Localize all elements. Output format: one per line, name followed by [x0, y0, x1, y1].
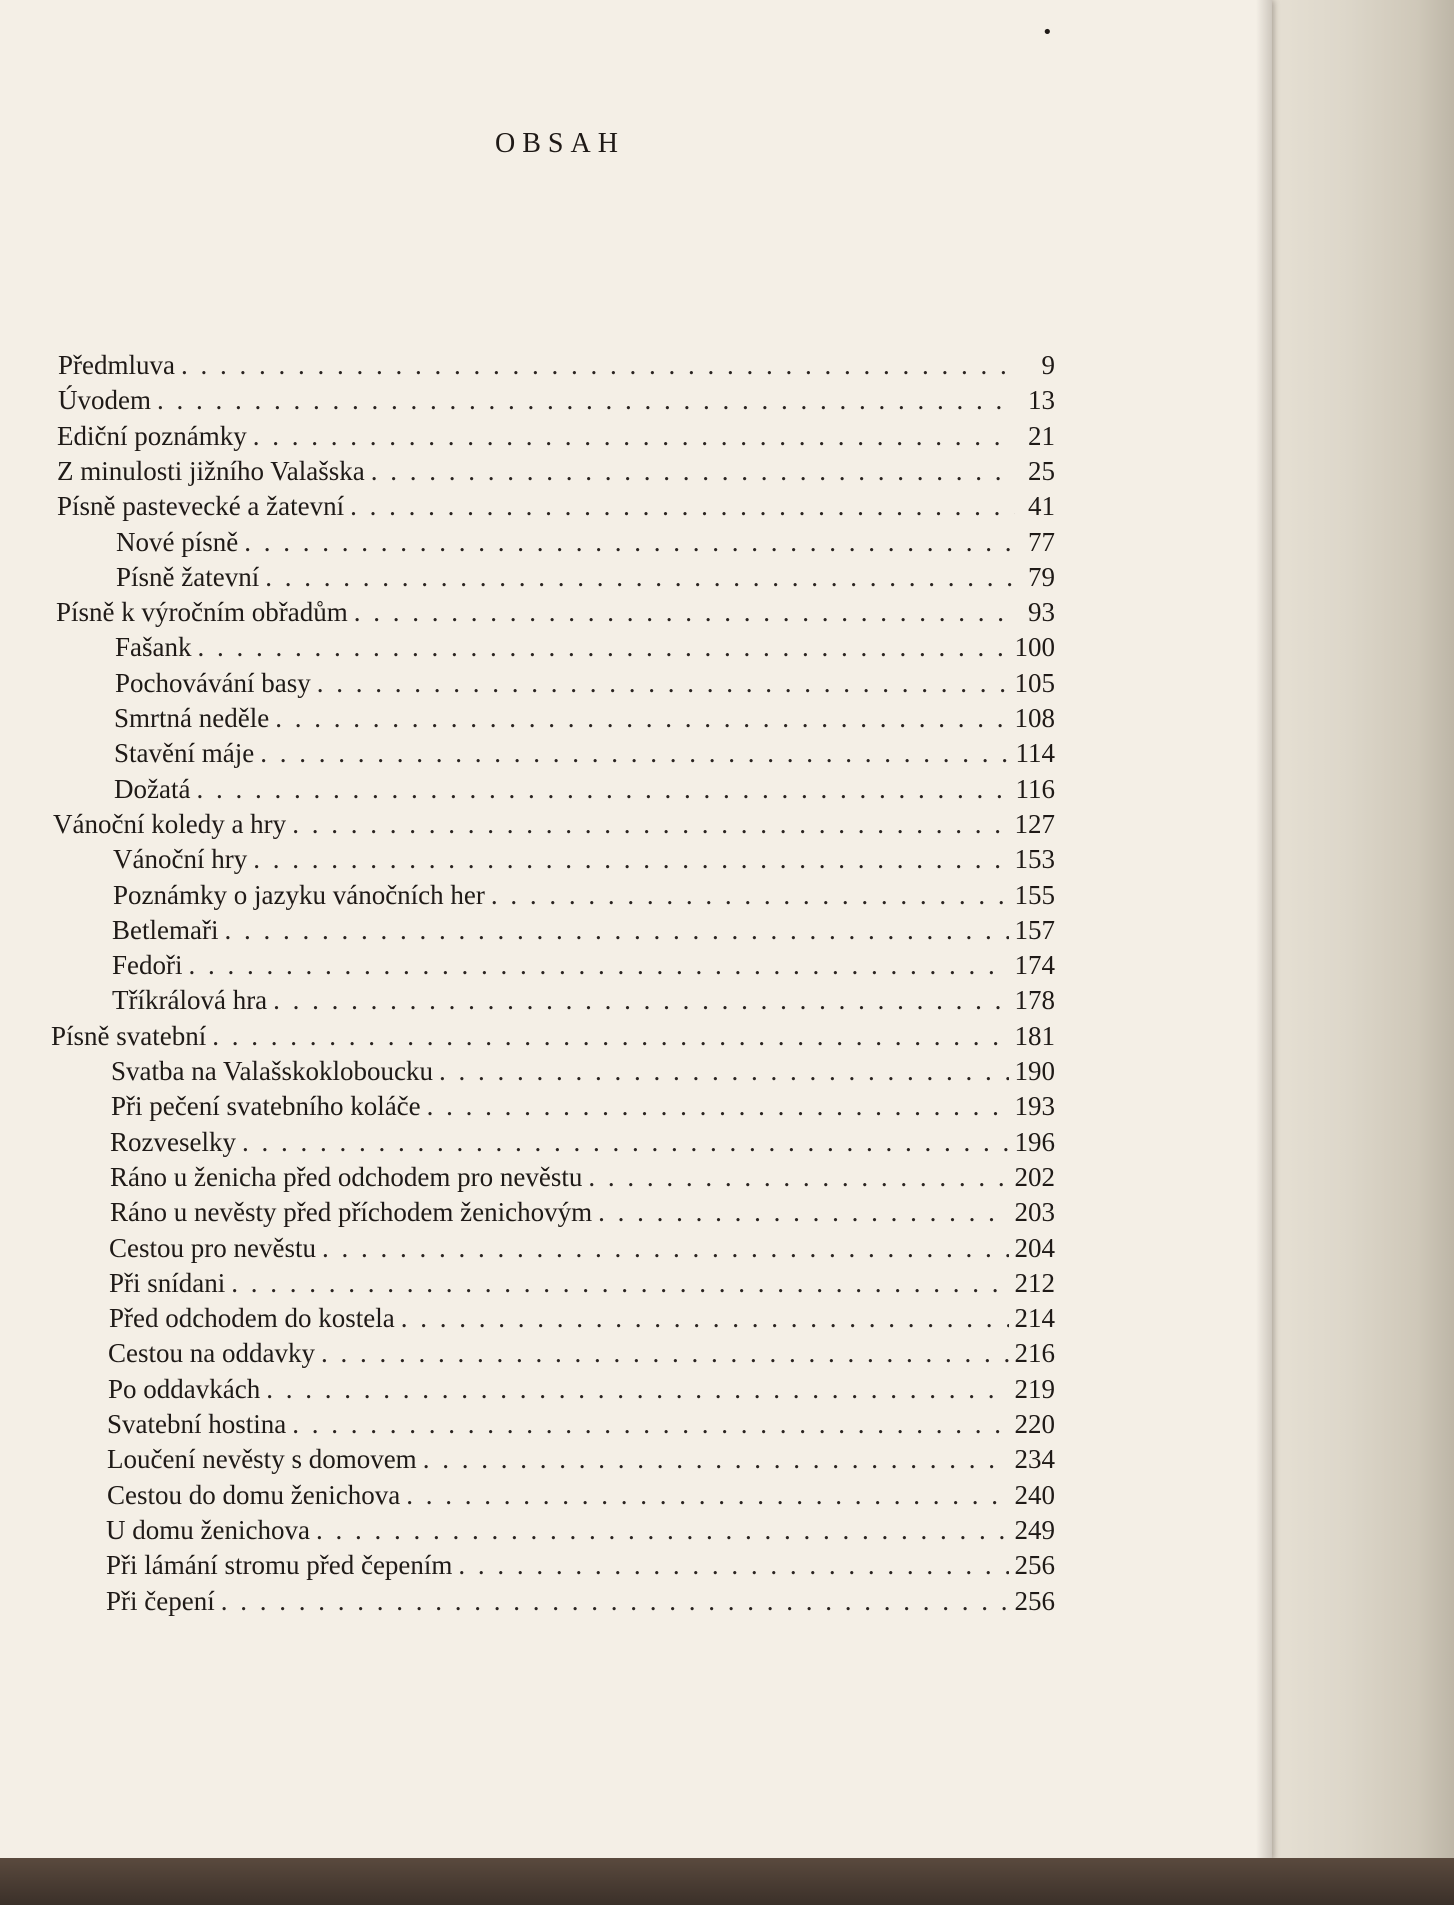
toc-entry-title: Vánoční koledy a hry — [53, 808, 287, 839]
toc-entry — [114, 738, 1055, 774]
toc-entry-title: Po oddavkách — [108, 1373, 261, 1404]
toc-entry-page-number: 249 — [1014, 1514, 1055, 1545]
toc-entry-page-number: 9 — [1041, 350, 1055, 380]
toc-leader-dots — [439, 1056, 1009, 1087]
toc-leader-dots — [588, 1162, 1008, 1193]
toc-entry-title: Při lámání stromu před čepením — [106, 1550, 453, 1581]
toc-entry-title: Z minulosti jižního Valašska — [57, 455, 365, 486]
toc-entry — [51, 1021, 1055, 1057]
toc-leader-dots — [354, 597, 1015, 628]
toc-entry-title: Smrtná neděle — [114, 703, 270, 733]
toc-leader-dots — [260, 738, 1009, 769]
toc-leader-dots — [266, 1374, 1008, 1405]
toc-leader-dots — [350, 491, 1015, 522]
toc-entry — [109, 1268, 1055, 1304]
toc-entry-title: Cestou na oddavky — [108, 1338, 315, 1369]
toc-entry — [107, 1480, 1055, 1516]
toc-leader-dots — [273, 985, 1008, 1016]
toc-entry-page-number: 219 — [1014, 1373, 1055, 1404]
toc-leader-dots — [212, 1021, 1008, 1052]
toc-entry — [116, 527, 1055, 563]
toc-entry-page-number: 77 — [1028, 526, 1055, 557]
toc-entry-title: Rozveselky — [110, 1126, 236, 1157]
toc-entry-title: Při pečení svatebního koláče — [111, 1091, 421, 1122]
toc-entry — [115, 632, 1055, 668]
toc-entry — [111, 1056, 1055, 1092]
toc-entry-page-number: 216 — [1014, 1338, 1055, 1369]
toc-entry — [112, 915, 1055, 951]
toc-entry — [107, 1409, 1055, 1445]
toc-entry-page-number: 114 — [1015, 738, 1055, 769]
toc-entry-title: Písně svatební — [51, 1020, 207, 1051]
toc-entry-title: Poznámky o jazyku vánočních her — [113, 879, 485, 910]
toc-entry — [112, 985, 1055, 1021]
toc-entry — [110, 1162, 1055, 1198]
toc-leader-dots — [253, 844, 1008, 875]
toc-leader-dots — [224, 915, 1008, 946]
toc-entry — [106, 1586, 1055, 1622]
toc-leader-dots — [423, 1444, 1009, 1475]
toc-leader-dots — [406, 1480, 1008, 1511]
toc-leader-dots — [292, 1409, 1008, 1440]
toc-entry-page-number: 105 — [1014, 667, 1055, 698]
toc-entry — [58, 350, 1055, 386]
toc-entry-title: Před odchodem do kostela — [109, 1303, 395, 1334]
toc-entry-page-number: 21 — [1028, 420, 1055, 451]
toc-leader-dots — [157, 385, 1015, 416]
toc-leader-dots — [189, 950, 1009, 981]
toc-leader-dots — [196, 774, 1009, 805]
toc-leader-dots — [244, 527, 1015, 558]
toc-entry-page-number: 202 — [1014, 1161, 1055, 1192]
scan-bottom-edge — [0, 1858, 1454, 1905]
toc-entry-page-number: 190 — [1014, 1056, 1055, 1086]
toc-entry — [113, 844, 1055, 880]
toc-entry-page-number: 127 — [1014, 808, 1055, 839]
toc-entry-title: Ráno u nevěsty před příchodem ženichovým — [110, 1197, 593, 1228]
toc-entry-title: Úvodem — [58, 385, 151, 416]
toc-entry-title: Cestou pro nevěstu — [109, 1232, 316, 1263]
toc-entry — [106, 1550, 1055, 1586]
toc-leader-dots — [427, 1091, 1009, 1122]
toc-entry-title: Písně k výročním obřadům — [56, 597, 348, 628]
toc-entry-page-number: 25 — [1028, 455, 1055, 486]
toc-leader-dots — [231, 1268, 1008, 1299]
toc-entry-page-number: 256 — [1014, 1550, 1055, 1581]
toc-entry — [108, 1338, 1055, 1374]
toc-entry — [57, 421, 1055, 457]
toc-entry — [57, 456, 1055, 492]
toc-entry-page-number: 100 — [1014, 632, 1055, 663]
toc-leader-dots — [321, 1338, 1009, 1369]
toc-entry-page-number: 240 — [1014, 1479, 1055, 1510]
toc-entry — [110, 1127, 1055, 1163]
toc-leader-dots — [181, 350, 1015, 381]
toc-entry-page-number: 93 — [1028, 597, 1055, 628]
toc-entry-page-number: 203 — [1014, 1197, 1055, 1228]
toc-entry — [108, 1374, 1055, 1410]
toc-leader-dots — [221, 1586, 1009, 1617]
toc-entry — [58, 385, 1055, 421]
toc-entry-title: Písně pastevecké a žatevní — [57, 491, 345, 522]
toc-entry-title: Předmluva — [58, 350, 175, 380]
toc-entry-page-number: 157 — [1014, 914, 1055, 945]
toc-entry-title: Fašank — [115, 632, 192, 663]
scan-background-edge — [1270, 0, 1454, 1905]
toc-leader-dots — [401, 1303, 1009, 1334]
toc-entry-page-number: 41 — [1028, 491, 1055, 522]
toc-entry — [111, 1091, 1055, 1127]
toc-entry-title: Tříkrálová hra — [112, 985, 268, 1016]
toc-leader-dots — [598, 1197, 1008, 1228]
toc-entry — [109, 1303, 1055, 1339]
toc-entry-title: Písně žatevní — [116, 561, 260, 592]
toc-entry-page-number: 13 — [1028, 385, 1055, 416]
page-title: OBSAH — [495, 128, 625, 159]
toc-entry-title: Svatba na Valašskokloboucku — [111, 1056, 433, 1086]
toc-leader-dots — [198, 632, 1009, 663]
toc-entry-page-number: 212 — [1014, 1267, 1055, 1298]
toc-leader-dots — [491, 880, 1009, 911]
toc-entry-title: Při snídani — [109, 1267, 226, 1298]
toc-entry-page-number: 193 — [1014, 1091, 1055, 1122]
toc-entry — [115, 668, 1055, 704]
toc-entry-page-number: 196 — [1014, 1126, 1055, 1157]
toc-entry-page-number: 204 — [1014, 1232, 1055, 1263]
toc-entry — [53, 809, 1055, 845]
toc-entry-title: Ráno u ženicha před odchodem pro nevěstu — [110, 1161, 583, 1192]
toc-entry-title: Ediční poznámky — [57, 420, 247, 451]
toc-entry-title: Dožatá — [114, 773, 191, 804]
toc-entry — [114, 774, 1055, 810]
toc-entry-title: Při čepení — [106, 1585, 215, 1616]
toc-entry-page-number: 178 — [1014, 985, 1055, 1016]
toc-entry-page-number: 108 — [1014, 703, 1055, 733]
toc-entry-page-number: 234 — [1014, 1444, 1055, 1475]
toc-leader-dots — [292, 809, 1008, 840]
toc-entry — [114, 703, 1055, 739]
page-edge-shadow — [1256, 0, 1272, 1860]
toc-entry-page-number: 181 — [1014, 1020, 1055, 1051]
toc-entry — [57, 491, 1055, 527]
toc-entry — [56, 597, 1055, 633]
toc-leader-dots — [265, 562, 1015, 593]
toc-entry-title: Pochovávání basy — [115, 667, 311, 698]
toc-entry-page-number: 256 — [1014, 1585, 1055, 1616]
toc-entry — [109, 1233, 1055, 1269]
toc-entry — [116, 562, 1055, 598]
toc-entry-title: Stavění máje — [114, 738, 255, 769]
toc-entry-title: U domu ženichova — [106, 1514, 310, 1545]
toc-entry — [106, 1515, 1055, 1551]
toc-leader-dots — [316, 1515, 1009, 1546]
ink-mark-decoration: • — [1042, 22, 1053, 43]
toc-entry-page-number: 79 — [1028, 561, 1055, 592]
toc-entry-page-number: 220 — [1014, 1409, 1055, 1439]
toc-entry — [110, 1197, 1055, 1233]
toc-entry-page-number: 155 — [1014, 879, 1055, 910]
toc-leader-dots — [317, 668, 1009, 699]
toc-entry-title: Betlemaři — [112, 914, 219, 945]
toc-entry-title: Svatební hostina — [107, 1409, 287, 1439]
toc-entry-title: Vánoční hry — [113, 844, 248, 875]
toc-entry-title: Nové písně — [116, 526, 239, 557]
toc-leader-dots — [322, 1233, 1009, 1264]
toc-entry — [112, 950, 1055, 986]
toc-leader-dots — [275, 703, 1008, 734]
toc-entry-page-number: 116 — [1015, 773, 1055, 804]
toc-leader-dots — [253, 421, 1015, 452]
toc-entry-page-number: 153 — [1014, 844, 1055, 875]
toc-entry-title: Fedoři — [112, 950, 183, 981]
toc-leader-dots — [242, 1127, 1009, 1158]
toc-entry-page-number: 214 — [1014, 1303, 1055, 1334]
toc-entry-title: Cestou do domu ženichova — [107, 1479, 401, 1510]
toc-entry-page-number: 174 — [1014, 950, 1055, 981]
toc-leader-dots — [458, 1550, 1008, 1581]
toc-leader-dots — [371, 456, 1015, 487]
toc-entry — [107, 1444, 1055, 1480]
toc-entry — [113, 880, 1055, 916]
toc-entry-title: Loučení nevěsty s domovem — [107, 1444, 417, 1475]
